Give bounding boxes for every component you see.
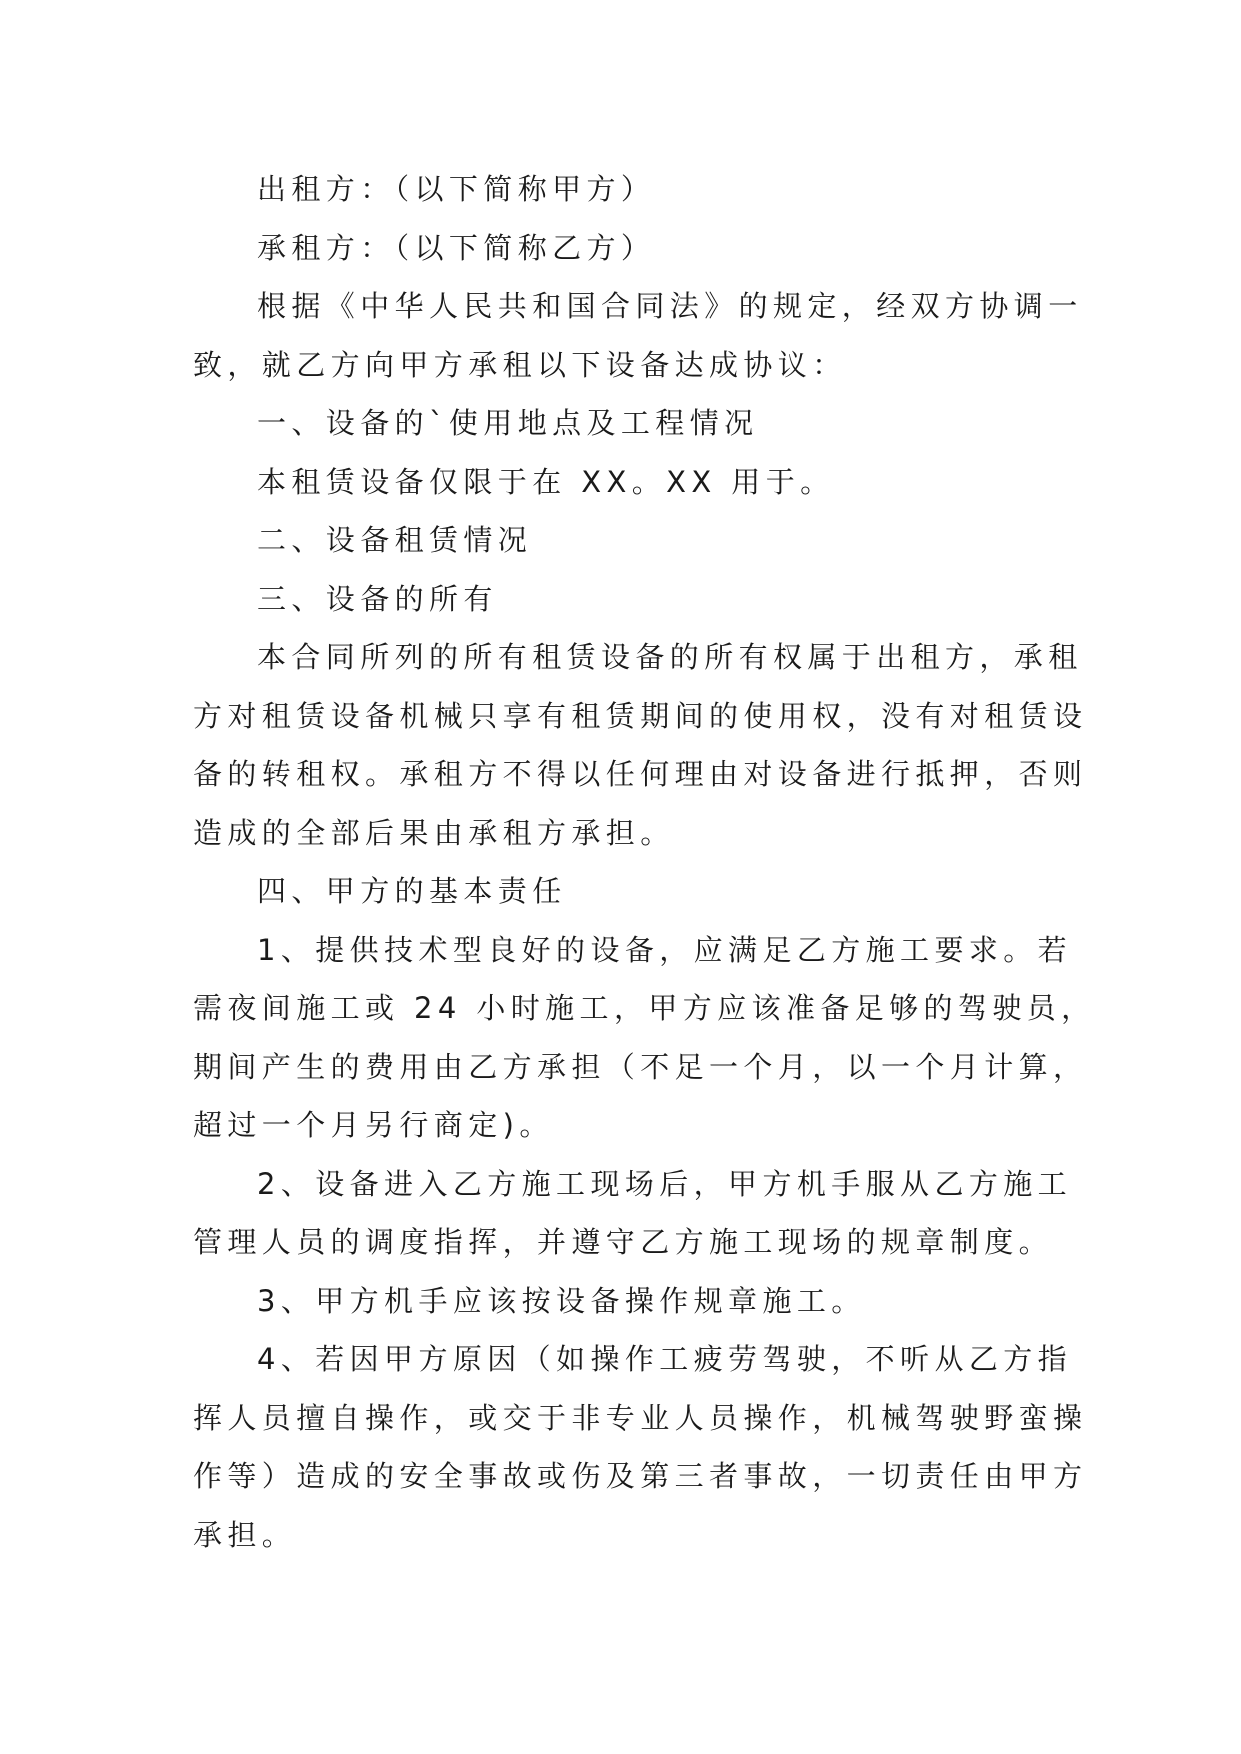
text-line: 本租赁设备仅限于在 XX。XX 用于。 [257, 464, 835, 499]
clause-1 [193, 921, 1096, 1155]
text-line: 超过一个月另行商定)。 [193, 1108, 554, 1142]
paragraph-preamble [193, 277, 1083, 394]
paragraph-lessor [193, 160, 1073, 219]
text-line: 三、设备的所有 [257, 581, 498, 616]
text-line: 方对租赁设备机械只享有租赁期间的使用权，没有对租赁设 [193, 698, 1088, 733]
text-line: 一、设备的`使用地点及工程情况 [257, 406, 759, 440]
text-line: 期间产生的费用由乙方承担（不足一个月，以一个月计算， [193, 1049, 1088, 1084]
text-line: 本合同所列的所有租赁设备的所有权属于出租方，承租 [257, 640, 1083, 674]
paragraph-usage-location [193, 453, 1073, 512]
text-line: 承担。 [193, 1517, 297, 1552]
contract-body [193, 160, 1096, 1564]
text-line: 作等）造成的安全事故或伤及第三者事故，一切责任由甲方 [193, 1459, 1088, 1493]
text-line: 承租方：（以下简称乙方） [257, 230, 656, 265]
section-heading-4 [193, 862, 1073, 921]
text-line: 备的转租权。承租方不得以任何理由对设备进行抵押，否则 [193, 757, 1088, 791]
clause-2 [193, 1155, 1073, 1272]
text-line: 挥人员擅自操作，或交于非专业人员操作，机械驾驶野蛮操 [193, 1400, 1088, 1435]
text-line: 造成的全部后果由承租方承担。 [193, 815, 675, 850]
section-heading-1 [193, 394, 1073, 453]
paragraph-ownership [193, 628, 1088, 862]
text-line: 1、提供技术型良好的设备，应满足乙方施工要求。若 [257, 932, 1073, 967]
paragraph-lessee [193, 219, 1073, 278]
text-line: 二、设备租赁情况 [257, 523, 533, 557]
text-line: 根据《中华人民共和国合同法》的规定，经双方协调一 [257, 289, 1083, 323]
text-line: 四、甲方的基本责任 [257, 874, 567, 908]
clause-3 [193, 1272, 1073, 1331]
text-line: 需夜间施工或 24 小时施工，甲方应该准备足够的驾驶员， [193, 991, 1096, 1025]
clause-4 [193, 1330, 1088, 1564]
text-line: 4、若因甲方原因（如操作工疲劳驾驶，不听从乙方指 [257, 1342, 1073, 1376]
section-heading-2 [193, 511, 1073, 570]
section-heading-3 [193, 570, 1073, 629]
text-line: 2、设备进入乙方施工现场后，甲方机手服从乙方施工 [257, 1166, 1073, 1201]
text-line: 3、甲方机手应该按设备操作规章施工。 [257, 1283, 866, 1318]
text-line: 出租方：（以下简称甲方） [257, 172, 656, 206]
text-line: 致，就乙方向甲方承租以下设备达成协议： [193, 347, 847, 382]
text-line: 管理人员的调度指挥，并遵守乙方施工现场的规章制度。 [193, 1225, 1054, 1259]
